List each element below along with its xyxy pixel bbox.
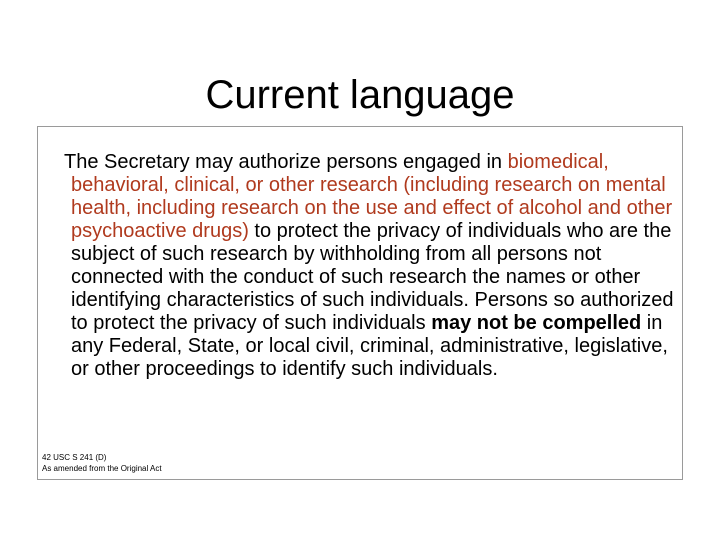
slide-title: Current language [205, 72, 515, 117]
citation [42, 452, 162, 474]
quote-text [64, 151, 674, 381]
quote-text-part3: in any Federal, State, or local civil, criminal, administrative, legislative, or other proceedings to identify such individuals. [71, 312, 668, 380]
quote-text-emphasis: may not be compelled [431, 312, 642, 334]
quote-text-part1: The Secretary may authorize persons engaged in [64, 151, 508, 173]
citation-line-statute: 42 USC S 241 (D) [42, 453, 107, 462]
citation-line-note: As amended from the Original Act [42, 464, 162, 473]
quote-text-research-scope: biomedical, behavioral, clinical, or other research (including research on mental health, including research on the use and effect of alcohol and other psychoactive drugs) [71, 151, 673, 242]
quote-text-part2: to protect the privacy of individuals who are the subject of such research by withholding from all persons not connected with the conduct of such research the names or other identifying characteristics of such individuals. Persons so authorized to protect the privacy of such individuals [71, 220, 674, 334]
